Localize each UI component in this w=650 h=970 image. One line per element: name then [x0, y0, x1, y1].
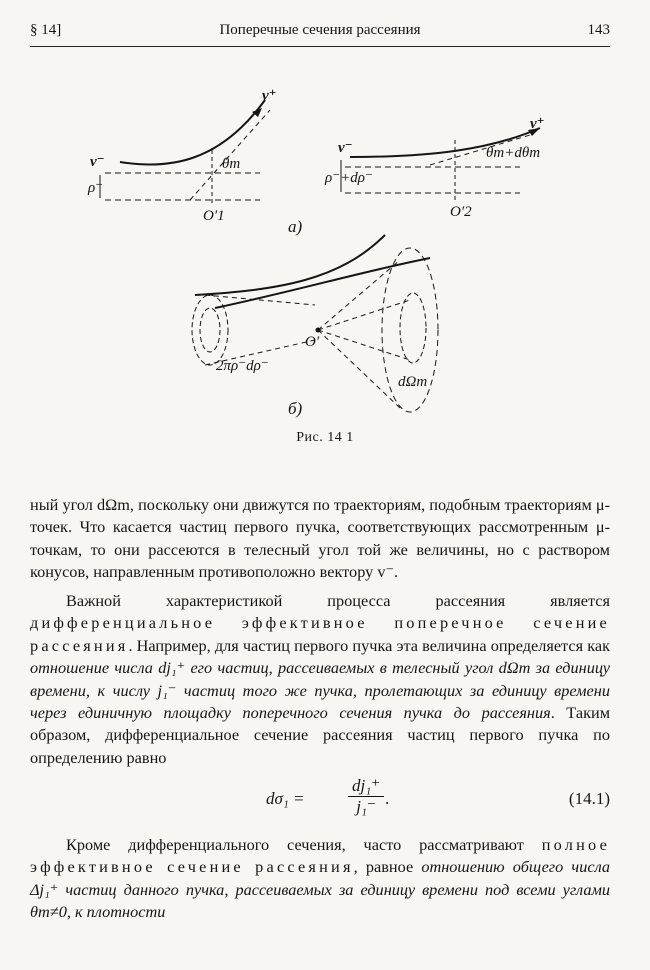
equation-number: (14.1): [568, 789, 610, 808]
figure-14-1: [0, 60, 650, 432]
point-o-prime: [316, 328, 321, 333]
p2-definition: отношение числа dj₁⁺ его частиц, рассеиваемых в телесный угол dΩm за единицу времени, к числу j₁⁻ частиц того же пучка, пролетающих за единицу времени через единичную площадку поперечного сечения пучка до рассеяния: [30, 658, 610, 723]
label-v-plus: v⁺: [262, 88, 277, 104]
p2-term: дифференциальное эффективное поперечное сечение рассеяния: [30, 613, 610, 655]
trajectory-b-2: [215, 258, 430, 308]
label-theta-m: θm: [222, 156, 241, 172]
label-rho-drho: ρ⁻+dρ⁻: [325, 170, 373, 186]
figure-caption: Рис. 14 1: [296, 430, 354, 445]
p3-term: полное эффективное сечение рассеяния: [30, 835, 610, 877]
ring-inner: [200, 308, 220, 352]
label-v-minus: v⁻: [90, 154, 105, 170]
label-v-plus-2: v⁺: [530, 116, 545, 132]
tube-top: [205, 295, 315, 305]
section-number: § 14]: [30, 22, 62, 38]
equation-numerator: dj₁⁺: [348, 776, 384, 797]
label-v-minus-2: v⁻: [338, 140, 353, 156]
paragraph-3: [30, 834, 610, 924]
panel-label-b: б): [288, 399, 303, 418]
cone-base-inner: [400, 293, 426, 363]
equation-period: .: [385, 789, 390, 808]
page-number: 143: [587, 22, 610, 38]
ring-outer: [192, 295, 228, 365]
label-o1: O′1: [203, 208, 225, 224]
cone-edge-3: [318, 300, 410, 330]
paragraph-2: [30, 590, 610, 769]
equation-14-1: [30, 770, 610, 830]
label-o: O′: [305, 334, 320, 350]
trajectory-b-1: [195, 235, 385, 295]
equation-denominator: j₁⁻: [356, 797, 376, 816]
equation-fraction: [348, 776, 384, 817]
label-rho: ρ⁻: [88, 180, 104, 196]
label-o2: O′2: [450, 204, 472, 220]
label-theta-dtheta: θm+dθm: [486, 145, 541, 161]
running-title: Поперечные сечения рассеяния: [219, 22, 421, 38]
equation-lhs: dσ₁ =: [266, 789, 305, 808]
page-header: [30, 22, 610, 47]
label-domega: dΩm: [398, 374, 428, 390]
p2-text-b: . Например, для частиц первого пучка эта величина определяется как: [128, 635, 610, 655]
trajectory-left: [120, 100, 265, 165]
label-ring: 2πρ⁻dρ⁻: [216, 358, 269, 374]
cone-edge-4: [318, 330, 410, 360]
p3-text-a: Кроме дифференциального сечения, часто рассматривают: [66, 835, 542, 854]
p3-definition: отношению общего числа Δj₁⁺ частиц данного пучка, рассеиваемых за единицу времени под всеми углами θm≠0, к плотности: [30, 857, 611, 922]
p3-text-b: , равное: [353, 857, 422, 877]
p2-text-a: Важной характеристикой процесса рассеяния является: [66, 591, 610, 610]
panel-label-a: а): [288, 217, 303, 236]
cone-edge-2: [318, 330, 400, 408]
paragraph-1: ный угол dΩm, поскольку они движутся по траекториям, подобным траекториям μ-точек. Что касается частиц первого пучка, соответствующих рассмотренным μ-точкам, то они рассеются в телесный угол той же величины, но с раствором конусов, направленным противоположно вектору v⁻.: [30, 495, 610, 582]
p2-text-c: . Таким образом, дифференциальное сечение рассеяния частиц первого пучка по определению равно: [30, 703, 610, 767]
